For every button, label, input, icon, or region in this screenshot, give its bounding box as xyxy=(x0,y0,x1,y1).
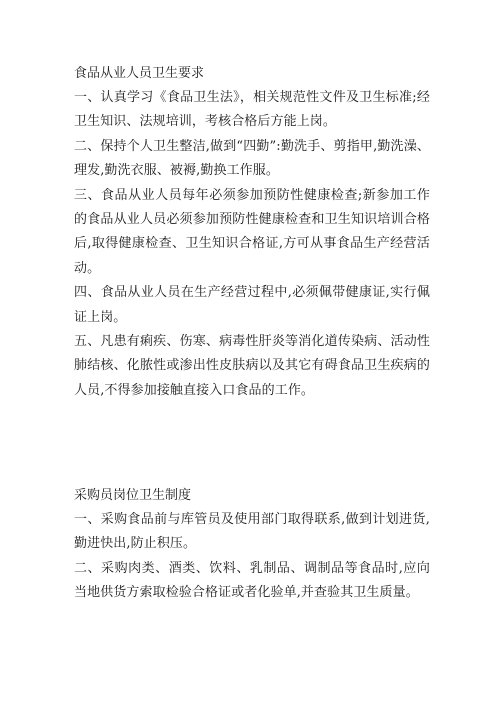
requirement-item-2: 二、保持个人卫生整洁,做到“四勤”:勤洗手、剪指甲,勤洗澡、理发,勤洗衣服、被褥,勤换工作服。 xyxy=(74,138,430,179)
requirement-item-3: 三、食品从业人员每年必须参加预防性健康检查;新参加工作的食品从业人员必须参加预防性健康检查和卫生知识培训合格后,取得健康检查、卫生知识合格证,方可从事食品生产经营活动。 xyxy=(74,187,430,276)
section-purchaser-hygiene xyxy=(74,484,430,606)
requirement-item-1: 一、认真学习《食品卫生法》，相关规范性文件及卫生标准;经卫生知识、法规培训，考核合格后方能上岗。 xyxy=(74,90,430,130)
rule-item-2: 二、采购肉类、酒类、饮料、乳制品、调制品等食品时,应向当地供货方索取检验合格证或者化验单,并查验其卫生质量。 xyxy=(74,560,430,601)
requirement-item-5: 五、凡患有痢疾、伤寒、病毒性肝炎等消化道传染病、活动性肺结核、化脓性或渗出性皮肤病以及其它有碍食品卫生疾病的人员,不得参加接触直接入口食品的工作。 xyxy=(74,334,430,398)
section-title: 食品从业人员卫生要求 xyxy=(74,66,205,81)
section-food-workers-hygiene xyxy=(74,62,430,403)
requirement-item-4: 四、食品从业人员在生产经营过程中,必须佩带健康证,实行佩证上岗。 xyxy=(74,285,430,325)
section-title: 采购员岗位卫生制度 xyxy=(74,488,192,503)
rule-item-1: 一、采购食品前与库管员及使用部门取得联系,做到计划进货,勤进快出,防止积压。 xyxy=(74,512,430,552)
